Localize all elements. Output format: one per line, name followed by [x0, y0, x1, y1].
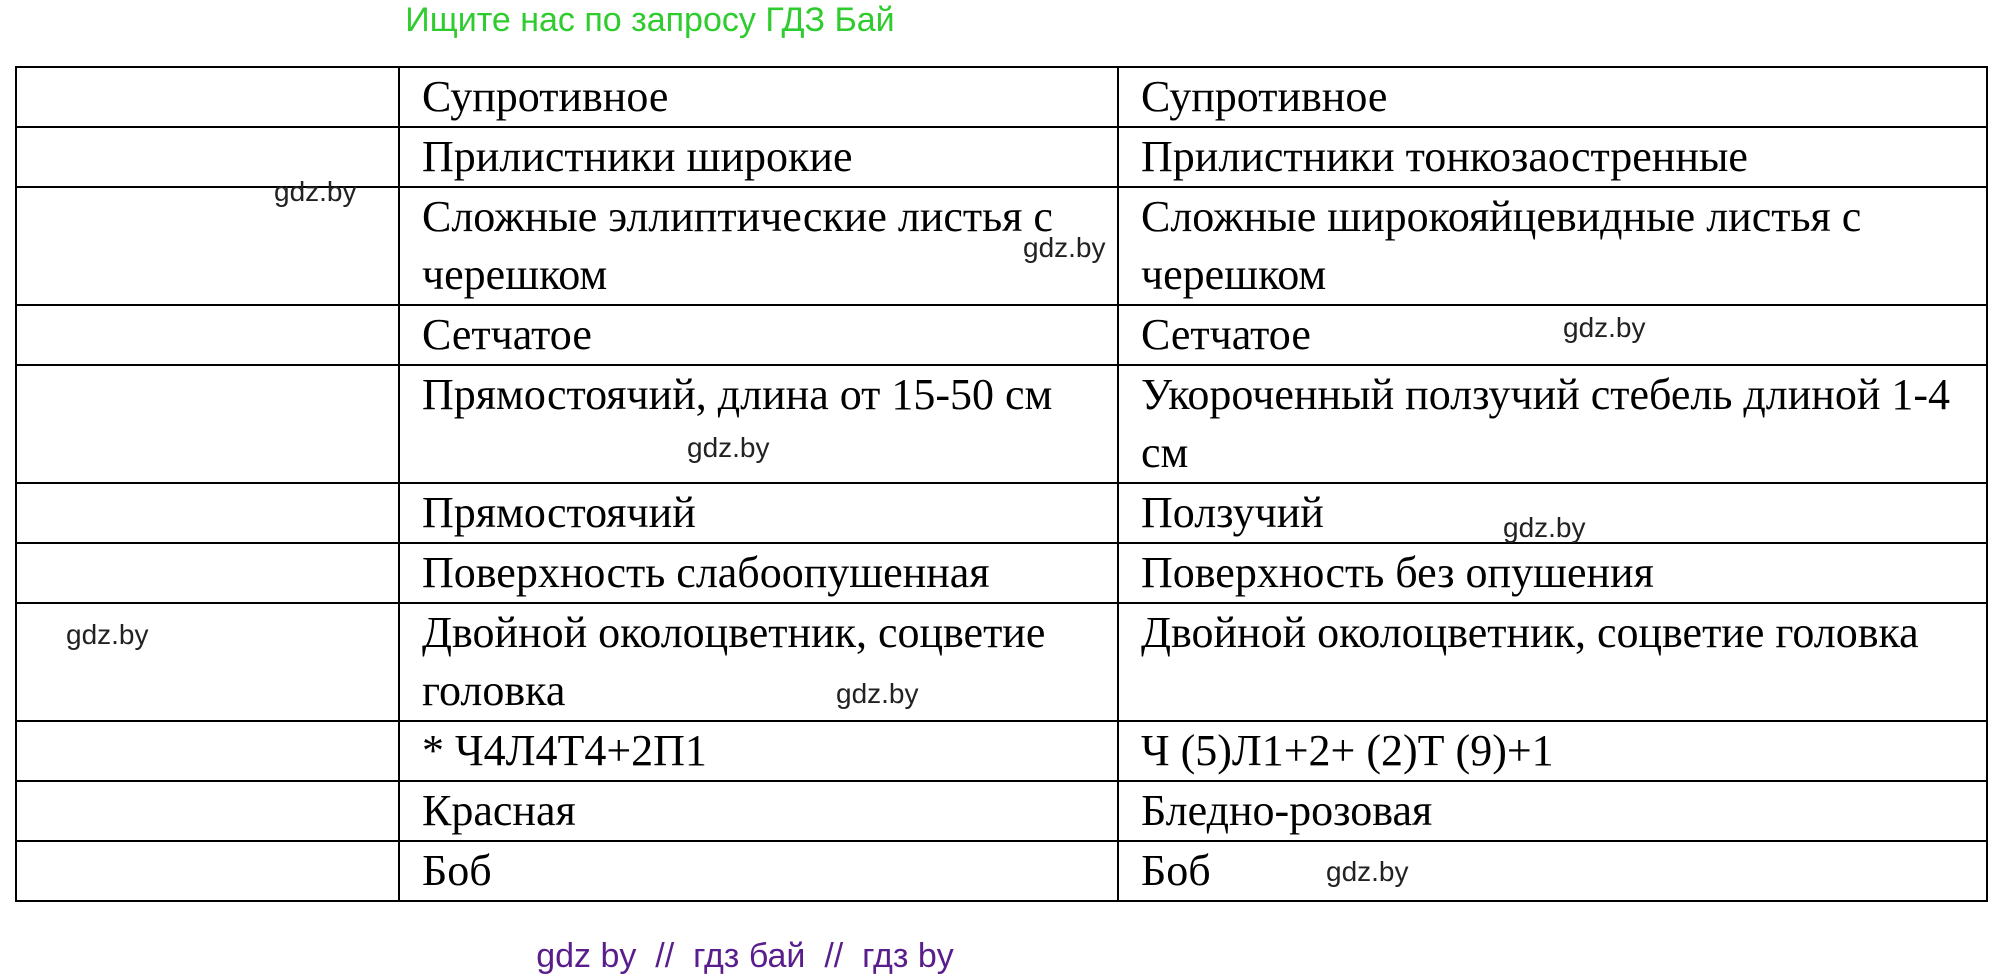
species-b-cell: Супротивное — [1118, 67, 1987, 127]
species-a-cell: Поверхность слабоопушенная — [399, 543, 1118, 603]
top-banner: Ищите нас по запросу ГДЗ Бай — [405, 1, 895, 39]
row-label-cell — [16, 543, 399, 603]
table-row — [16, 305, 1987, 365]
species-b-cell: Двойной околоцветник, соцветие головка — [1118, 603, 1987, 721]
row-label-cell — [16, 305, 399, 365]
species-b-cell: Укороченный ползучий стебель длиной 1-4 см — [1118, 365, 1987, 483]
footer-text: gdz by // гдз бай // гдз by — [536, 937, 954, 975]
row-label-cell — [16, 781, 399, 841]
species-a-cell: Прилистники широкие — [399, 127, 1118, 187]
row-label-cell — [16, 721, 399, 781]
row-label-cell — [16, 483, 399, 543]
species-a-cell: Двойной околоцветник, соцветие головка — [399, 603, 1118, 721]
watermark-text: gdz.by — [1563, 312, 1646, 343]
watermark-text: gdz.by — [66, 619, 149, 650]
species-a-cell: Сетчатое — [399, 305, 1118, 365]
watermark-text: gdz.by — [687, 432, 770, 463]
species-b-cell: Поверхность без опушения — [1118, 543, 1987, 603]
species-b-cell: Бледно-розовая — [1118, 781, 1987, 841]
watermark-text: gdz.by — [274, 176, 357, 207]
watermark-text: gdz.by — [836, 678, 919, 709]
row-label-cell — [16, 67, 399, 127]
species-a-cell: Боб — [399, 841, 1118, 901]
table-row — [16, 781, 1987, 841]
table-row — [16, 365, 1987, 483]
table-row — [16, 67, 1987, 127]
species-b-cell: Боб — [1118, 841, 1987, 901]
species-b-cell: Сетчатое — [1118, 305, 1987, 365]
species-a-cell: Красная — [399, 781, 1118, 841]
species-a-cell: Супротивное — [399, 67, 1118, 127]
watermark-text: gdz.by — [1326, 856, 1409, 887]
row-label-cell — [16, 365, 399, 483]
species-a-cell: Прямостоячий — [399, 483, 1118, 543]
watermark-text: gdz.by — [1023, 232, 1106, 263]
table-row — [16, 841, 1987, 901]
species-a-cell: Сложные эллиптические листья с черешком — [399, 187, 1118, 305]
species-a-cell: * Ч4Л4Т4+2П1 — [399, 721, 1118, 781]
species-b-cell: Сложные широкояйцевидные листья с черешком — [1118, 187, 1987, 305]
species-b-cell: Ч (5)Л1+2+ (2)Т (9)+1 — [1118, 721, 1987, 781]
species-b-cell: Прилистники тонкозаостренные — [1118, 127, 1987, 187]
table-row — [16, 603, 1987, 721]
table-row — [16, 543, 1987, 603]
species-b-cell: Ползучий — [1118, 483, 1987, 543]
table-row — [16, 483, 1987, 543]
species-a-cell: Прямостоячий, длина от 15-50 см — [399, 365, 1118, 483]
row-label-cell — [16, 841, 399, 901]
watermark-text: gdz.by — [1503, 512, 1586, 543]
table-row — [16, 721, 1987, 781]
